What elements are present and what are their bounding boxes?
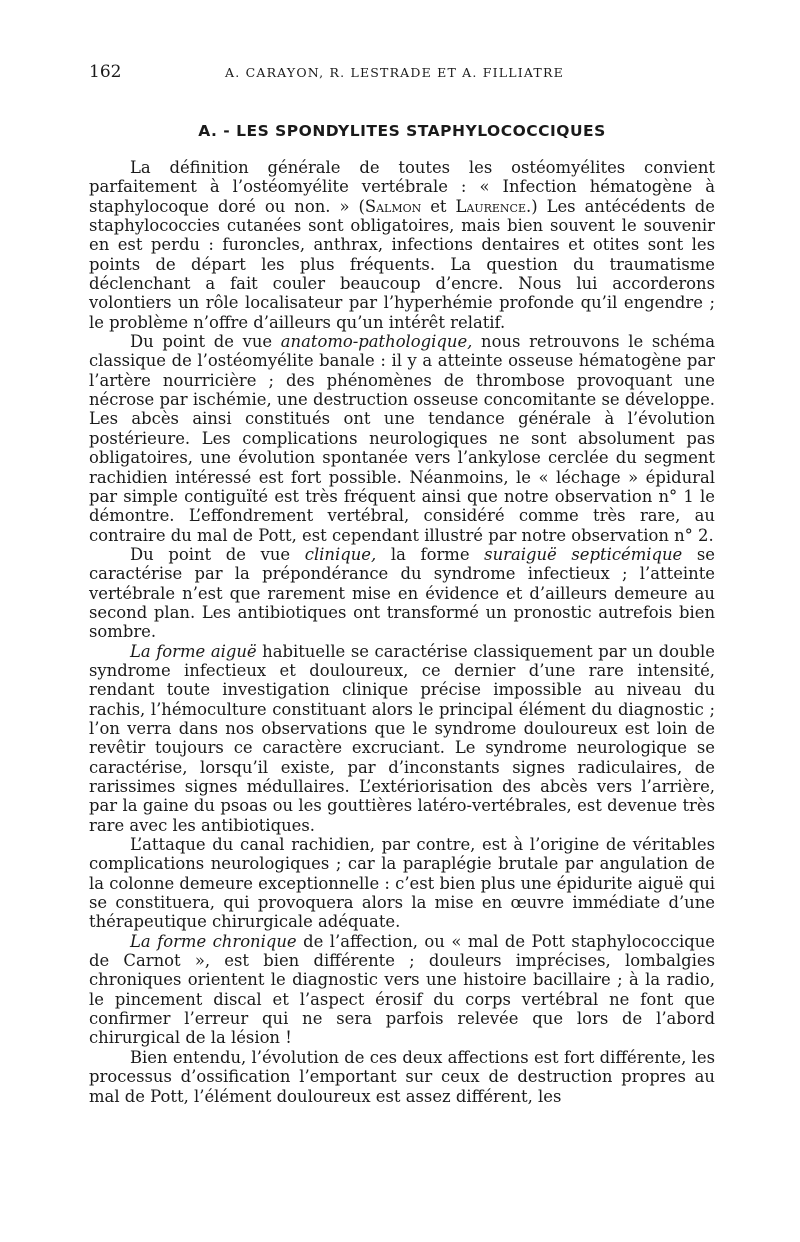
body-text xyxy=(89,158,715,1106)
paragraph-text: L’attaque du canal rachidien, par contre, est à l’origine de véritables complications neurologiques ; car la paraplégie brutale par angulation de la colonne demeure exceptionnelle : c’est bien plus une épidurite aiguë qui se constituera, qui provoquera alors la mise en œuvre immédiate d’une thérapeutique chirurgicale adéquate. xyxy=(89,835,715,932)
italic-term: La forme aiguë xyxy=(130,641,257,661)
paragraph-evolution xyxy=(89,1048,715,1106)
paragraph-anatomo-pathologique xyxy=(89,332,715,545)
author-name: Laurence xyxy=(455,196,526,216)
paragraph-text: Bien entendu, l’évolution de ces deux affections est fort différente, les processus d’ossification l’emportant sur ceux de destruction propres au mal de Pott, l’élément douloureux est assez différent, les xyxy=(89,1047,715,1106)
paragraph-text: nous retrouvons le schéma classique de l’ostéomyélite banale : il y a atteinte osseuse hématogène par l’artère nourricière ; des phénomènes de thrombose provoquant une nécrose par ischémie, une destruction osseuse concomitante se développe. Les abcès ainsi constitués ont une tendance générale à l’évolution postérieure. Les complications neurologiques ne sont absolument pas obligatoires, une évolution spontanée vers l’ankylose cerclée du segment rachidien intéressé est fort possible. Néanmoins, le « léchage » épidural par simple contiguïté est très fréquent ainsi que notre observation n° 1 le démontre. L’effondrement vertébral, considéré comme très rare, au contraire du mal de Pott, est cependant illustré par notre observation n° 2. xyxy=(89,332,715,545)
paragraph-text: La définition générale de toutes les ostéomyélites convient parfaitement à l’ostéomyélite vertébrale : « Infection hématogène à staphylocoque doré ou non. » ( xyxy=(89,158,715,216)
paragraph-forme-chronique xyxy=(89,932,715,1048)
paragraph-text: Du point de vue xyxy=(130,332,281,352)
italic-term: anatomo-pathologique, xyxy=(280,332,473,352)
italic-term: La forme chronique xyxy=(130,931,297,951)
paragraph-text: habituelle se caractérise classiquement par un double syndrome infectieux et douloureux, ce dernier d’une rare intensité, rendant toute investigation clinique précise impossible au niveau du rachis, l’hémoculture constituant alors le principal élément du diagnostic ; l’on verra dans nos observations que le syndrome douloureux est loin de revêtir toujours ce caractère excruciant. Le syndrome neurologique se caractérise, lorsqu’il existe, par d’inconstants signes radiculaires, de rarissimes signes médullaires. L’extériorisation des abcès vers l’arrière, par la gaine du psoas ou les gouttières latéro-vertébrales, est devenue très rare avec les antibiotiques. xyxy=(89,641,715,835)
section-title: A. - LES SPONDYLITES STAPHYLOCOCCIQUES xyxy=(198,122,606,140)
paragraph-text: se caractérise par la prépondérance du syndrome infectieux ; l’atteinte vertébrale n’est que rarement mise en évidence et d’ailleurs demeure au second plan. Les antibiotiques ont transformé un pronostic autrefois bien sombre. xyxy=(89,544,715,642)
paragraph-definition xyxy=(89,158,715,332)
author-name: Salmon xyxy=(364,196,422,216)
running-head xyxy=(89,62,715,88)
paragraph-text: la forme xyxy=(376,544,485,564)
paragraph-text: et xyxy=(421,196,456,216)
italic-term: clinique, xyxy=(304,544,377,564)
paragraph-text: .) Les antécédents de staphylococcies cutanées sont obligatoires, mais bien souvent le souvenir en est perdu : furoncles, anthrax, infections dentaires et otites sont les points de départ les plus fréquents. La question du traumatisme déclenchant a fait couler beaucoup d’encre. Nous lui accorderons volontiers un rôle localisateur par l’hyperhémie profonde qu’il engendre ; le problème n’offre d’ailleurs qu’un intérêt relatif. xyxy=(89,196,715,332)
page-number: 162 xyxy=(89,62,122,82)
paragraph-canal-rachidien xyxy=(89,835,715,932)
paragraph-text: Du point de vue xyxy=(130,544,305,564)
running-title: A. CARAYON, R. LESTRADE ET A. FILLIATRE xyxy=(225,65,564,80)
italic-term: suraiguë septicémique xyxy=(484,544,683,564)
paragraph-forme-aigue xyxy=(89,642,715,835)
book-page xyxy=(89,62,715,1106)
paragraph-text: de l’affection, ou « mal de Pott staphylococcique de Carnot », est bien différente ; douleurs imprécises, lombalgies chroniques orientent le diagnostic vers une histoire bacillaire ; à la radio, le pincement discal et l’aspect érosif du corps vertébral ne font que confirmer l’erreur qui ne sera parfois relevée que lors de l’abord chirurgical de la lésion ! xyxy=(89,931,715,1048)
paragraph-clinique xyxy=(89,545,715,642)
